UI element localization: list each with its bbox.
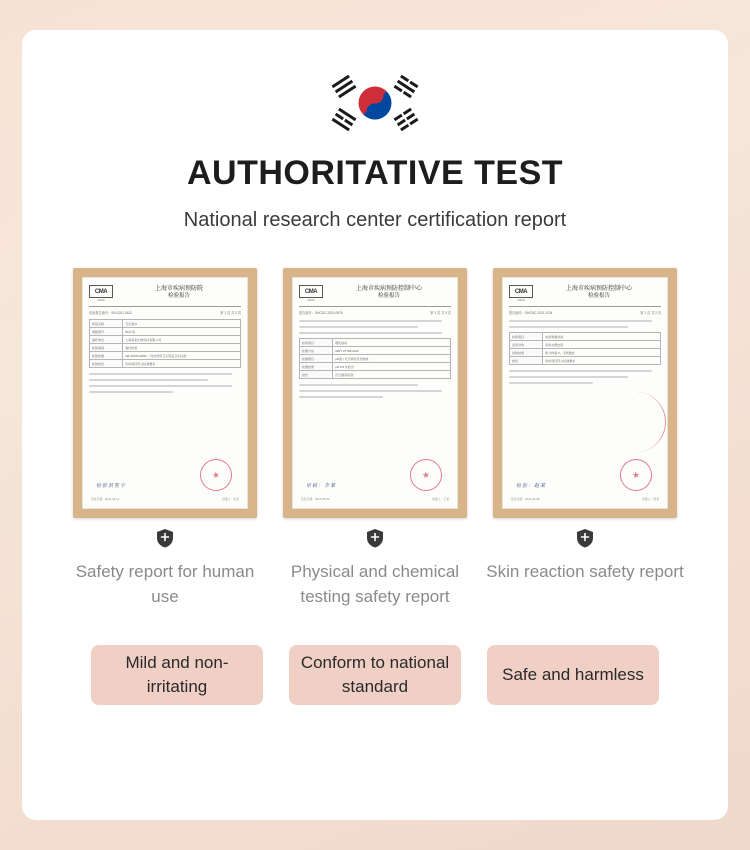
table-cell-label: 检验类别 xyxy=(90,344,123,352)
certificate-frame[interactable] xyxy=(283,268,467,518)
table-row xyxy=(300,339,451,347)
table-cell-value: 80片/包 xyxy=(123,328,241,336)
table-cell-value: 上海某某生物科技有限公司 xyxy=(123,336,241,344)
table-cell-value: pH 5.8 未检出 xyxy=(333,363,451,371)
table-cell-value: 卫生湿巾 xyxy=(123,320,241,328)
document-title xyxy=(327,285,451,301)
document-header xyxy=(299,285,451,307)
document-meta xyxy=(89,310,241,315)
feature-tag-list xyxy=(50,645,700,705)
table-cell-value: 理化指标 xyxy=(333,339,451,347)
certificate-item[interactable] xyxy=(73,268,257,609)
table-cell-label: 检测方法 xyxy=(300,347,333,355)
official-stamp-icon: ★ xyxy=(618,457,654,493)
table-cell-label: 规格型号 xyxy=(90,328,123,336)
table-row xyxy=(510,341,661,349)
flag-trigram-bottom-left xyxy=(332,108,357,131)
table-cell-value: GB/T 27728-2011 xyxy=(333,347,451,355)
table-row xyxy=(510,357,661,365)
document-title-sub: 检验报告 xyxy=(167,293,190,300)
red-ink-mark xyxy=(631,392,666,452)
feature-tag: Mild and non-irritating xyxy=(91,645,263,705)
document-footer-left: 签发日期：2021-04-12 xyxy=(91,497,120,501)
cma-logo-icon: CMA xyxy=(509,285,533,298)
table-cell-value: GB 15979-2002 一次性使用卫生用品卫生标准 xyxy=(123,352,241,360)
shield-check-icon xyxy=(366,528,384,548)
certificate-item[interactable] xyxy=(486,268,684,609)
cma-logo-caption: CNAS xyxy=(517,299,525,302)
document-meta xyxy=(509,310,661,315)
table-row xyxy=(90,344,241,352)
document-footer xyxy=(301,497,449,501)
table-cell-label: 试验结果 xyxy=(510,349,543,357)
accreditation-logos xyxy=(509,285,533,302)
table-row xyxy=(300,363,451,371)
table-cell-value: 符合国家标准 xyxy=(333,371,451,379)
cma-logo-caption: CNAS xyxy=(307,299,315,302)
page-title: AUTHORITATIVE TEST xyxy=(186,154,564,192)
page-subtitle: National research center certification report xyxy=(183,209,567,231)
document-meta-left: 报告编号：SHCDC-2021-1134 xyxy=(509,311,553,315)
certificate-caption: Physical and chemical testing safety report xyxy=(290,562,460,606)
table-cell-label: 检测项目 xyxy=(300,355,333,363)
flag-trigram-top-left xyxy=(332,75,357,98)
table-cell-value: 家兔完整皮肤 xyxy=(543,341,661,349)
table-cell-value: 积分均值 0，无刺激性 xyxy=(543,349,661,357)
table-row xyxy=(90,320,241,328)
table-row xyxy=(90,336,241,344)
document-body-lines xyxy=(299,320,451,334)
south-korea-flag-icon xyxy=(332,74,418,132)
certificate-caption: Skin reaction safety report xyxy=(486,562,684,581)
certification-card xyxy=(22,30,728,820)
table-cell-value: pH值 / 可迁移性荧光物质 xyxy=(333,355,451,363)
document-footer xyxy=(91,497,239,501)
table-cell-label: 检验结论 xyxy=(90,360,123,368)
table-cell-label: 检验项目 xyxy=(510,333,543,341)
document-signature: 审核：李某 xyxy=(306,483,337,489)
table-cell-value: 所检项目符合标准要求 xyxy=(123,360,241,368)
official-stamp-icon: ★ xyxy=(198,457,234,493)
document-title-sub: 检验报告 xyxy=(377,293,400,300)
table-cell-label: 样品名称 xyxy=(90,320,123,328)
document-meta-left: 报告编号：SHCDC-2021-0876 xyxy=(299,311,343,315)
document-title xyxy=(117,285,241,301)
flag-trigram-top-right xyxy=(394,75,419,98)
certificate-list xyxy=(50,268,700,609)
document-title-sub: 检验报告 xyxy=(587,293,610,300)
feature-tag: Safe and harmless xyxy=(487,645,659,705)
table-cell-label: 结论 xyxy=(300,371,333,379)
table-cell-value: 委托检验 xyxy=(123,344,241,352)
document-org: 上海市疾病预防院 xyxy=(154,286,203,292)
document-org: 上海市疾病预防控制中心 xyxy=(355,286,422,292)
shield-check-icon xyxy=(156,528,174,548)
certificate-document xyxy=(502,277,668,509)
document-footer-left: 签发日期：2021-06-08 xyxy=(511,497,540,501)
document-body-lines xyxy=(89,373,241,393)
document-footer xyxy=(511,497,659,501)
document-table xyxy=(89,319,241,368)
document-footer-right: 批准人：张某 xyxy=(222,497,239,501)
document-header xyxy=(89,285,241,307)
document-org: 上海市疾病预防控制中心 xyxy=(565,286,632,292)
cma-logo-caption: CNAS xyxy=(97,299,105,302)
table-row xyxy=(300,347,451,355)
table-cell-label: 检测结果 xyxy=(300,363,333,371)
flag-taeguk xyxy=(359,87,392,120)
document-table xyxy=(509,332,661,365)
table-cell-label: 结论 xyxy=(510,357,543,365)
accreditation-logos xyxy=(299,285,323,302)
document-body-lines xyxy=(509,320,661,328)
table-cell-label: 受试对象 xyxy=(510,341,543,349)
feature-tag: Conform to national standard xyxy=(289,645,461,705)
document-footer-right: 批准人：王某 xyxy=(432,497,449,501)
table-row xyxy=(90,352,241,360)
table-cell-label: 检验依据 xyxy=(90,352,123,360)
document-meta-right: 第 1 页 共 2 页 xyxy=(640,311,661,315)
document-footer-left: 签发日期：2021-05-20 xyxy=(301,497,330,501)
table-cell-value: 皮肤刺激试验 xyxy=(543,333,661,341)
table-row xyxy=(90,328,241,336)
document-signature: 检验：赵某 xyxy=(516,483,547,489)
accreditation-logos xyxy=(89,285,113,302)
cma-logo-icon: CMA xyxy=(89,285,113,298)
shield-check-icon xyxy=(576,528,594,548)
table-cell-value: 所检项目符合标准要求 xyxy=(543,357,661,365)
certificate-caption: Safety report for human use xyxy=(75,562,255,606)
official-stamp-icon: ★ xyxy=(408,457,444,493)
document-table xyxy=(299,338,451,379)
table-row xyxy=(510,333,661,341)
table-row xyxy=(300,371,451,379)
document-meta-right: 第 1 页 共 2 页 xyxy=(220,311,241,315)
table-cell-label: 检验项目 xyxy=(300,339,333,347)
document-meta-left: 检验报告编号：SH-2021-0412 xyxy=(89,311,133,315)
table-row xyxy=(300,355,451,363)
table-row xyxy=(90,360,241,368)
document-footer-right: 批准人：周某 xyxy=(642,497,659,501)
document-meta xyxy=(299,310,451,315)
table-row xyxy=(510,349,661,357)
certificate-frame[interactable] xyxy=(493,268,677,518)
certificate-document xyxy=(82,277,248,509)
document-body-lines-2 xyxy=(509,370,661,384)
flag-trigram-bottom-right xyxy=(394,108,419,131)
document-title xyxy=(537,285,661,301)
document-header xyxy=(509,285,661,307)
certificate-item[interactable] xyxy=(283,268,467,609)
certificate-document xyxy=(292,277,458,509)
certificate-frame[interactable] xyxy=(73,268,257,518)
table-cell-label: 委托单位 xyxy=(90,336,123,344)
cma-logo-icon: CMA xyxy=(299,285,323,298)
document-meta-right: 第 1 页 共 3 页 xyxy=(430,311,451,315)
document-signature: 检验员签字 xyxy=(96,483,127,489)
document-body-lines-2 xyxy=(299,384,451,398)
